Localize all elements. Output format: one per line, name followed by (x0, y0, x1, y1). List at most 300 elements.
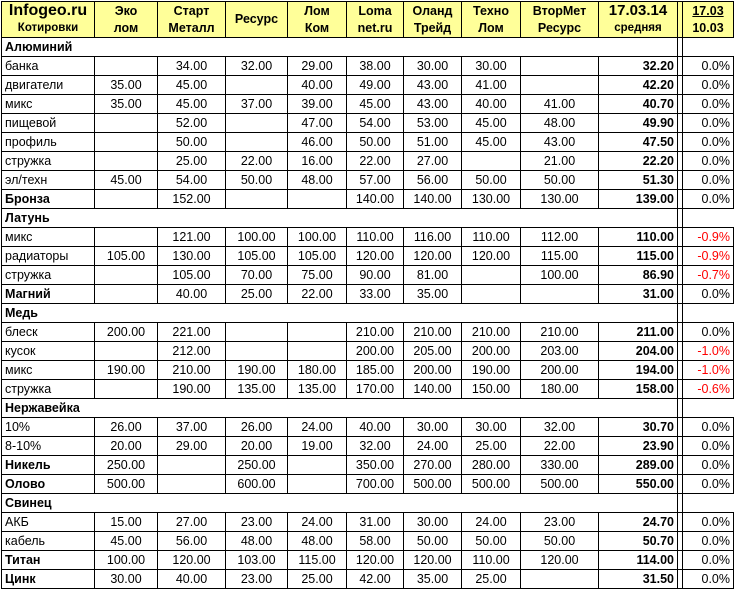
change-percent: -0.6% (683, 380, 734, 399)
price-cell: 140.00 (404, 380, 462, 399)
price-cell: 500.00 (95, 475, 158, 494)
empty-cell (347, 399, 404, 418)
price-cell: 120.00 (347, 247, 404, 266)
price-cell: 46.00 (288, 133, 347, 152)
price-cell: 190.00 (462, 361, 521, 380)
empty-cell (683, 38, 734, 57)
empty-cell (226, 209, 288, 228)
price-cell (95, 342, 158, 361)
average-price: 30.70 (599, 418, 678, 437)
price-cell: 41.00 (521, 95, 599, 114)
item-name: микс (2, 361, 95, 380)
metal-name: Цинк (2, 570, 95, 589)
change-percent: 0.0% (683, 114, 734, 133)
col-header-tekholom: Техно Лом (462, 2, 521, 38)
price-cell: 30.00 (404, 418, 462, 437)
price-cell: 31.00 (347, 513, 404, 532)
average-price: 32.20 (599, 57, 678, 76)
price-cell: 34.00 (158, 57, 226, 76)
table-row (2, 247, 734, 266)
price-cell: 49.00 (347, 76, 404, 95)
empty-cell (158, 209, 226, 228)
price-cell: 23.00 (521, 513, 599, 532)
empty-cell (462, 399, 521, 418)
col-header-change (683, 2, 734, 38)
price-cell (95, 228, 158, 247)
average-price: 47.50 (599, 133, 678, 152)
price-cell: 53.00 (404, 114, 462, 133)
group-header-row (2, 399, 734, 418)
average-price: 158.00 (599, 380, 678, 399)
change-percent: -1.0% (683, 361, 734, 380)
average-price: 22.20 (599, 152, 678, 171)
price-cell: 270.00 (404, 456, 462, 475)
group-header-row (2, 38, 734, 57)
price-cell (288, 475, 347, 494)
brand-title: Infogeo.ru (8, 2, 88, 19)
price-cell: 130.00 (462, 190, 521, 209)
change-percent: 0.0% (683, 285, 734, 304)
average-price: 23.90 (599, 437, 678, 456)
price-cell: 115.00 (521, 247, 599, 266)
price-cell: 150.00 (462, 380, 521, 399)
change-percent: 0.0% (683, 76, 734, 95)
price-cell (226, 114, 288, 133)
price-cell (95, 190, 158, 209)
table-row (2, 171, 734, 190)
item-name: стружка (2, 266, 95, 285)
price-cell: 35.00 (404, 285, 462, 304)
empty-cell (599, 38, 678, 57)
price-cell: 32.00 (347, 437, 404, 456)
brand-cell (2, 2, 95, 38)
price-cell: 110.00 (347, 228, 404, 247)
price-cell: 45.00 (462, 114, 521, 133)
price-cell: 35.00 (95, 95, 158, 114)
item-name: кабель (2, 532, 95, 551)
empty-cell (347, 38, 404, 57)
average-price: 115.00 (599, 247, 678, 266)
average-label: средняя (614, 22, 662, 34)
empty-cell (226, 399, 288, 418)
price-cell: 200.00 (404, 361, 462, 380)
change-date-old: 10.03 (692, 20, 724, 35)
empty-cell (288, 209, 347, 228)
price-cell (288, 323, 347, 342)
price-cell: 112.00 (521, 228, 599, 247)
price-cell: 24.00 (404, 437, 462, 456)
table-row (2, 57, 734, 76)
item-name: пищевой (2, 114, 95, 133)
change-percent: -1.0% (683, 342, 734, 361)
price-cell: 70.00 (226, 266, 288, 285)
price-cell: 29.00 (158, 437, 226, 456)
price-cell: 19.00 (288, 437, 347, 456)
price-cell (288, 342, 347, 361)
item-name: кусок (2, 342, 95, 361)
average-price: 211.00 (599, 323, 678, 342)
average-price: 114.00 (599, 551, 678, 570)
change-percent: -0.9% (683, 228, 734, 247)
price-cell: 24.00 (288, 513, 347, 532)
price-cell: 35.00 (404, 570, 462, 589)
price-cell: 45.00 (462, 133, 521, 152)
metal-name: Никель (2, 456, 95, 475)
price-cell: 15.00 (95, 513, 158, 532)
average-price: 40.70 (599, 95, 678, 114)
change-percent: 0.0% (683, 418, 734, 437)
change-percent: 0.0% (683, 532, 734, 551)
group-name: Свинец (2, 494, 95, 513)
price-cell: 210.00 (462, 323, 521, 342)
table-row (2, 76, 734, 95)
group-name: Нержавейка (2, 399, 95, 418)
price-cell: 29.00 (288, 57, 347, 76)
change-percent: 0.0% (683, 133, 734, 152)
item-name: двигатели (2, 76, 95, 95)
price-cell: 23.00 (226, 570, 288, 589)
price-cell: 48.00 (288, 532, 347, 551)
price-cell: 40.00 (158, 285, 226, 304)
empty-cell (158, 494, 226, 513)
empty-cell (347, 494, 404, 513)
price-cell: 43.00 (404, 95, 462, 114)
empty-cell (404, 209, 462, 228)
price-cell: 22.00 (226, 152, 288, 171)
price-cell: 500.00 (521, 475, 599, 494)
price-cell: 205.00 (404, 342, 462, 361)
price-cell (226, 323, 288, 342)
item-name: профиль (2, 133, 95, 152)
change-percent: 0.0% (683, 323, 734, 342)
item-name: банка (2, 57, 95, 76)
price-cell (95, 266, 158, 285)
price-cell: 40.00 (288, 76, 347, 95)
price-cell: 45.00 (95, 171, 158, 190)
price-cell (521, 285, 599, 304)
empty-cell (521, 38, 599, 57)
price-cell: 22.00 (347, 152, 404, 171)
price-cell: 600.00 (226, 475, 288, 494)
item-name: стружка (2, 152, 95, 171)
price-cell: 180.00 (288, 361, 347, 380)
empty-cell (95, 494, 158, 513)
item-name: микс (2, 228, 95, 247)
price-cell (462, 266, 521, 285)
price-cell: 43.00 (404, 76, 462, 95)
price-cell (95, 133, 158, 152)
average-price: 24.70 (599, 513, 678, 532)
price-cell: 203.00 (521, 342, 599, 361)
price-cell: 210.00 (404, 323, 462, 342)
price-cell: 130.00 (158, 247, 226, 266)
metal-name: Олово (2, 475, 95, 494)
price-cell (521, 570, 599, 589)
change-percent: 0.0% (683, 513, 734, 532)
price-cell: 30.00 (95, 570, 158, 589)
table-row (2, 475, 734, 494)
price-cell: 120.00 (404, 551, 462, 570)
item-name: 10% (2, 418, 95, 437)
price-cell: 40.00 (462, 95, 521, 114)
average-price: 49.90 (599, 114, 678, 133)
empty-cell (521, 399, 599, 418)
col-header-resurs: Ресурс (226, 2, 288, 38)
group-name: Латунь (2, 209, 95, 228)
price-cell: 135.00 (288, 380, 347, 399)
price-cell (158, 475, 226, 494)
empty-cell (462, 304, 521, 323)
price-cell: 200.00 (347, 342, 404, 361)
table-row (2, 95, 734, 114)
price-cell: 48.00 (288, 171, 347, 190)
item-name: микс (2, 95, 95, 114)
empty-cell (288, 399, 347, 418)
table-row (2, 228, 734, 247)
price-cell: 120.00 (462, 247, 521, 266)
price-cell: 116.00 (404, 228, 462, 247)
price-cell: 100.00 (95, 551, 158, 570)
price-cell: 50.00 (347, 133, 404, 152)
price-cell: 52.00 (158, 114, 226, 133)
table-row (2, 342, 734, 361)
price-cell: 50.00 (158, 133, 226, 152)
price-cell: 56.00 (404, 171, 462, 190)
price-cell: 121.00 (158, 228, 226, 247)
price-cell: 130.00 (521, 190, 599, 209)
change-percent: 0.0% (683, 152, 734, 171)
price-cell: 103.00 (226, 551, 288, 570)
price-cell: 350.00 (347, 456, 404, 475)
empty-cell (158, 38, 226, 57)
empty-cell (347, 304, 404, 323)
empty-cell (226, 38, 288, 57)
empty-cell (521, 304, 599, 323)
price-cell: 120.00 (404, 247, 462, 266)
group-name: Алюминий (2, 38, 95, 57)
price-cell: 22.00 (288, 285, 347, 304)
price-cell (288, 456, 347, 475)
price-cell: 200.00 (462, 342, 521, 361)
price-cell: 58.00 (347, 532, 404, 551)
table-row (2, 152, 734, 171)
price-cell: 50.00 (404, 532, 462, 551)
col-header-startmetall: Старт Металл (158, 2, 226, 38)
change-percent: -0.7% (683, 266, 734, 285)
price-cell: 81.00 (404, 266, 462, 285)
price-cell (95, 114, 158, 133)
change-percent: 0.0% (683, 551, 734, 570)
empty-cell (599, 304, 678, 323)
price-cell: 110.00 (462, 228, 521, 247)
average-price: 51.30 (599, 171, 678, 190)
price-cell: 25.00 (226, 285, 288, 304)
average-price: 31.50 (599, 570, 678, 589)
empty-cell (226, 304, 288, 323)
price-cell: 120.00 (347, 551, 404, 570)
price-cell: 110.00 (462, 551, 521, 570)
price-cell: 210.00 (158, 361, 226, 380)
item-name: эл/техн (2, 171, 95, 190)
empty-cell (95, 209, 158, 228)
price-cell: 25.00 (462, 570, 521, 589)
price-cell: 25.00 (158, 152, 226, 171)
price-cell: 115.00 (288, 551, 347, 570)
price-cell: 30.00 (462, 418, 521, 437)
average-price: 50.70 (599, 532, 678, 551)
price-cell (95, 152, 158, 171)
col-header-vtormetresurs: ВторМет Ресурс (521, 2, 599, 38)
price-cell: 50.00 (521, 171, 599, 190)
price-cell: 54.00 (347, 114, 404, 133)
price-cell: 120.00 (521, 551, 599, 570)
table-row (2, 437, 734, 456)
price-cell: 23.00 (226, 513, 288, 532)
price-cell: 20.00 (226, 437, 288, 456)
price-cell: 190.00 (158, 380, 226, 399)
price-cell: 42.00 (347, 570, 404, 589)
price-cell (288, 190, 347, 209)
price-cell: 33.00 (347, 285, 404, 304)
price-cell: 50.00 (462, 171, 521, 190)
empty-cell (599, 494, 678, 513)
price-cell: 41.00 (462, 76, 521, 95)
group-header-row (2, 304, 734, 323)
price-cell: 250.00 (226, 456, 288, 475)
change-percent: 0.0% (683, 475, 734, 494)
change-percent: 0.0% (683, 190, 734, 209)
price-cell: 140.00 (347, 190, 404, 209)
empty-cell (521, 494, 599, 513)
price-cell: 500.00 (404, 475, 462, 494)
price-cell (226, 342, 288, 361)
empty-cell (683, 209, 734, 228)
price-cell: 200.00 (521, 361, 599, 380)
price-cell: 25.00 (462, 437, 521, 456)
empty-cell (404, 38, 462, 57)
price-cell: 40.00 (347, 418, 404, 437)
price-cell: 280.00 (462, 456, 521, 475)
empty-cell (95, 304, 158, 323)
price-cell (158, 456, 226, 475)
change-percent: 0.0% (683, 570, 734, 589)
price-cell: 37.00 (226, 95, 288, 114)
price-cell: 56.00 (158, 532, 226, 551)
table-body (2, 38, 734, 589)
price-cell: 250.00 (95, 456, 158, 475)
group-header-row (2, 494, 734, 513)
average-price: 194.00 (599, 361, 678, 380)
price-cell: 25.00 (288, 570, 347, 589)
price-cell: 45.00 (347, 95, 404, 114)
price-cell: 200.00 (95, 323, 158, 342)
price-cell: 75.00 (288, 266, 347, 285)
empty-cell (288, 304, 347, 323)
metal-name: Бронза (2, 190, 95, 209)
change-percent: 0.0% (683, 437, 734, 456)
price-cell (521, 76, 599, 95)
price-cell: 50.00 (521, 532, 599, 551)
table-row (2, 456, 734, 475)
table-row (2, 513, 734, 532)
empty-cell (462, 494, 521, 513)
price-cell (462, 285, 521, 304)
price-cell (521, 57, 599, 76)
average-price: 110.00 (599, 228, 678, 247)
change-percent: 0.0% (683, 171, 734, 190)
table-row (2, 114, 734, 133)
price-cell: 45.00 (95, 532, 158, 551)
price-cell: 210.00 (347, 323, 404, 342)
price-cell: 26.00 (226, 418, 288, 437)
table-row (2, 361, 734, 380)
empty-cell (288, 38, 347, 57)
price-cell: 190.00 (95, 361, 158, 380)
item-name: радиаторы (2, 247, 95, 266)
price-cell: 500.00 (462, 475, 521, 494)
price-cell: 100.00 (288, 228, 347, 247)
price-cell: 51.00 (404, 133, 462, 152)
price-cell (95, 380, 158, 399)
empty-cell (347, 209, 404, 228)
empty-cell (683, 304, 734, 323)
price-cell: 24.00 (462, 513, 521, 532)
price-cell (226, 133, 288, 152)
price-cell: 30.00 (404, 57, 462, 76)
table-row (2, 133, 734, 152)
price-cell: 50.00 (462, 532, 521, 551)
empty-cell (95, 38, 158, 57)
price-cell (226, 76, 288, 95)
price-cell: 27.00 (404, 152, 462, 171)
price-cell (95, 57, 158, 76)
price-cell (226, 190, 288, 209)
empty-cell (404, 304, 462, 323)
empty-cell (683, 494, 734, 513)
average-price: 86.90 (599, 266, 678, 285)
price-cell (462, 152, 521, 171)
quotes-table (1, 1, 734, 589)
col-header-lomkom: Лом Ком (288, 2, 347, 38)
change-date-new: 17.03 (692, 3, 724, 18)
average-price: 550.00 (599, 475, 678, 494)
change-percent: 0.0% (683, 456, 734, 475)
empty-cell (683, 399, 734, 418)
price-cell: 105.00 (158, 266, 226, 285)
change-percent: 0.0% (683, 95, 734, 114)
price-cell: 190.00 (226, 361, 288, 380)
empty-cell (462, 38, 521, 57)
col-header-ekolom: Эко лом (95, 2, 158, 38)
item-name: АКБ (2, 513, 95, 532)
price-cell: 21.00 (521, 152, 599, 171)
price-cell: 38.00 (347, 57, 404, 76)
average-price: 139.00 (599, 190, 678, 209)
price-cell (95, 285, 158, 304)
price-cell: 48.00 (521, 114, 599, 133)
price-cell: 152.00 (158, 190, 226, 209)
change-percent: -0.9% (683, 247, 734, 266)
col-header-lomanet: Loma net.ru (347, 2, 404, 38)
average-date: 17.03.14 (608, 2, 668, 19)
price-cell: 180.00 (521, 380, 599, 399)
empty-cell (521, 209, 599, 228)
price-cell: 37.00 (158, 418, 226, 437)
price-cell: 43.00 (521, 133, 599, 152)
table-row (2, 190, 734, 209)
price-cell: 32.00 (226, 57, 288, 76)
average-price: 31.00 (599, 285, 678, 304)
